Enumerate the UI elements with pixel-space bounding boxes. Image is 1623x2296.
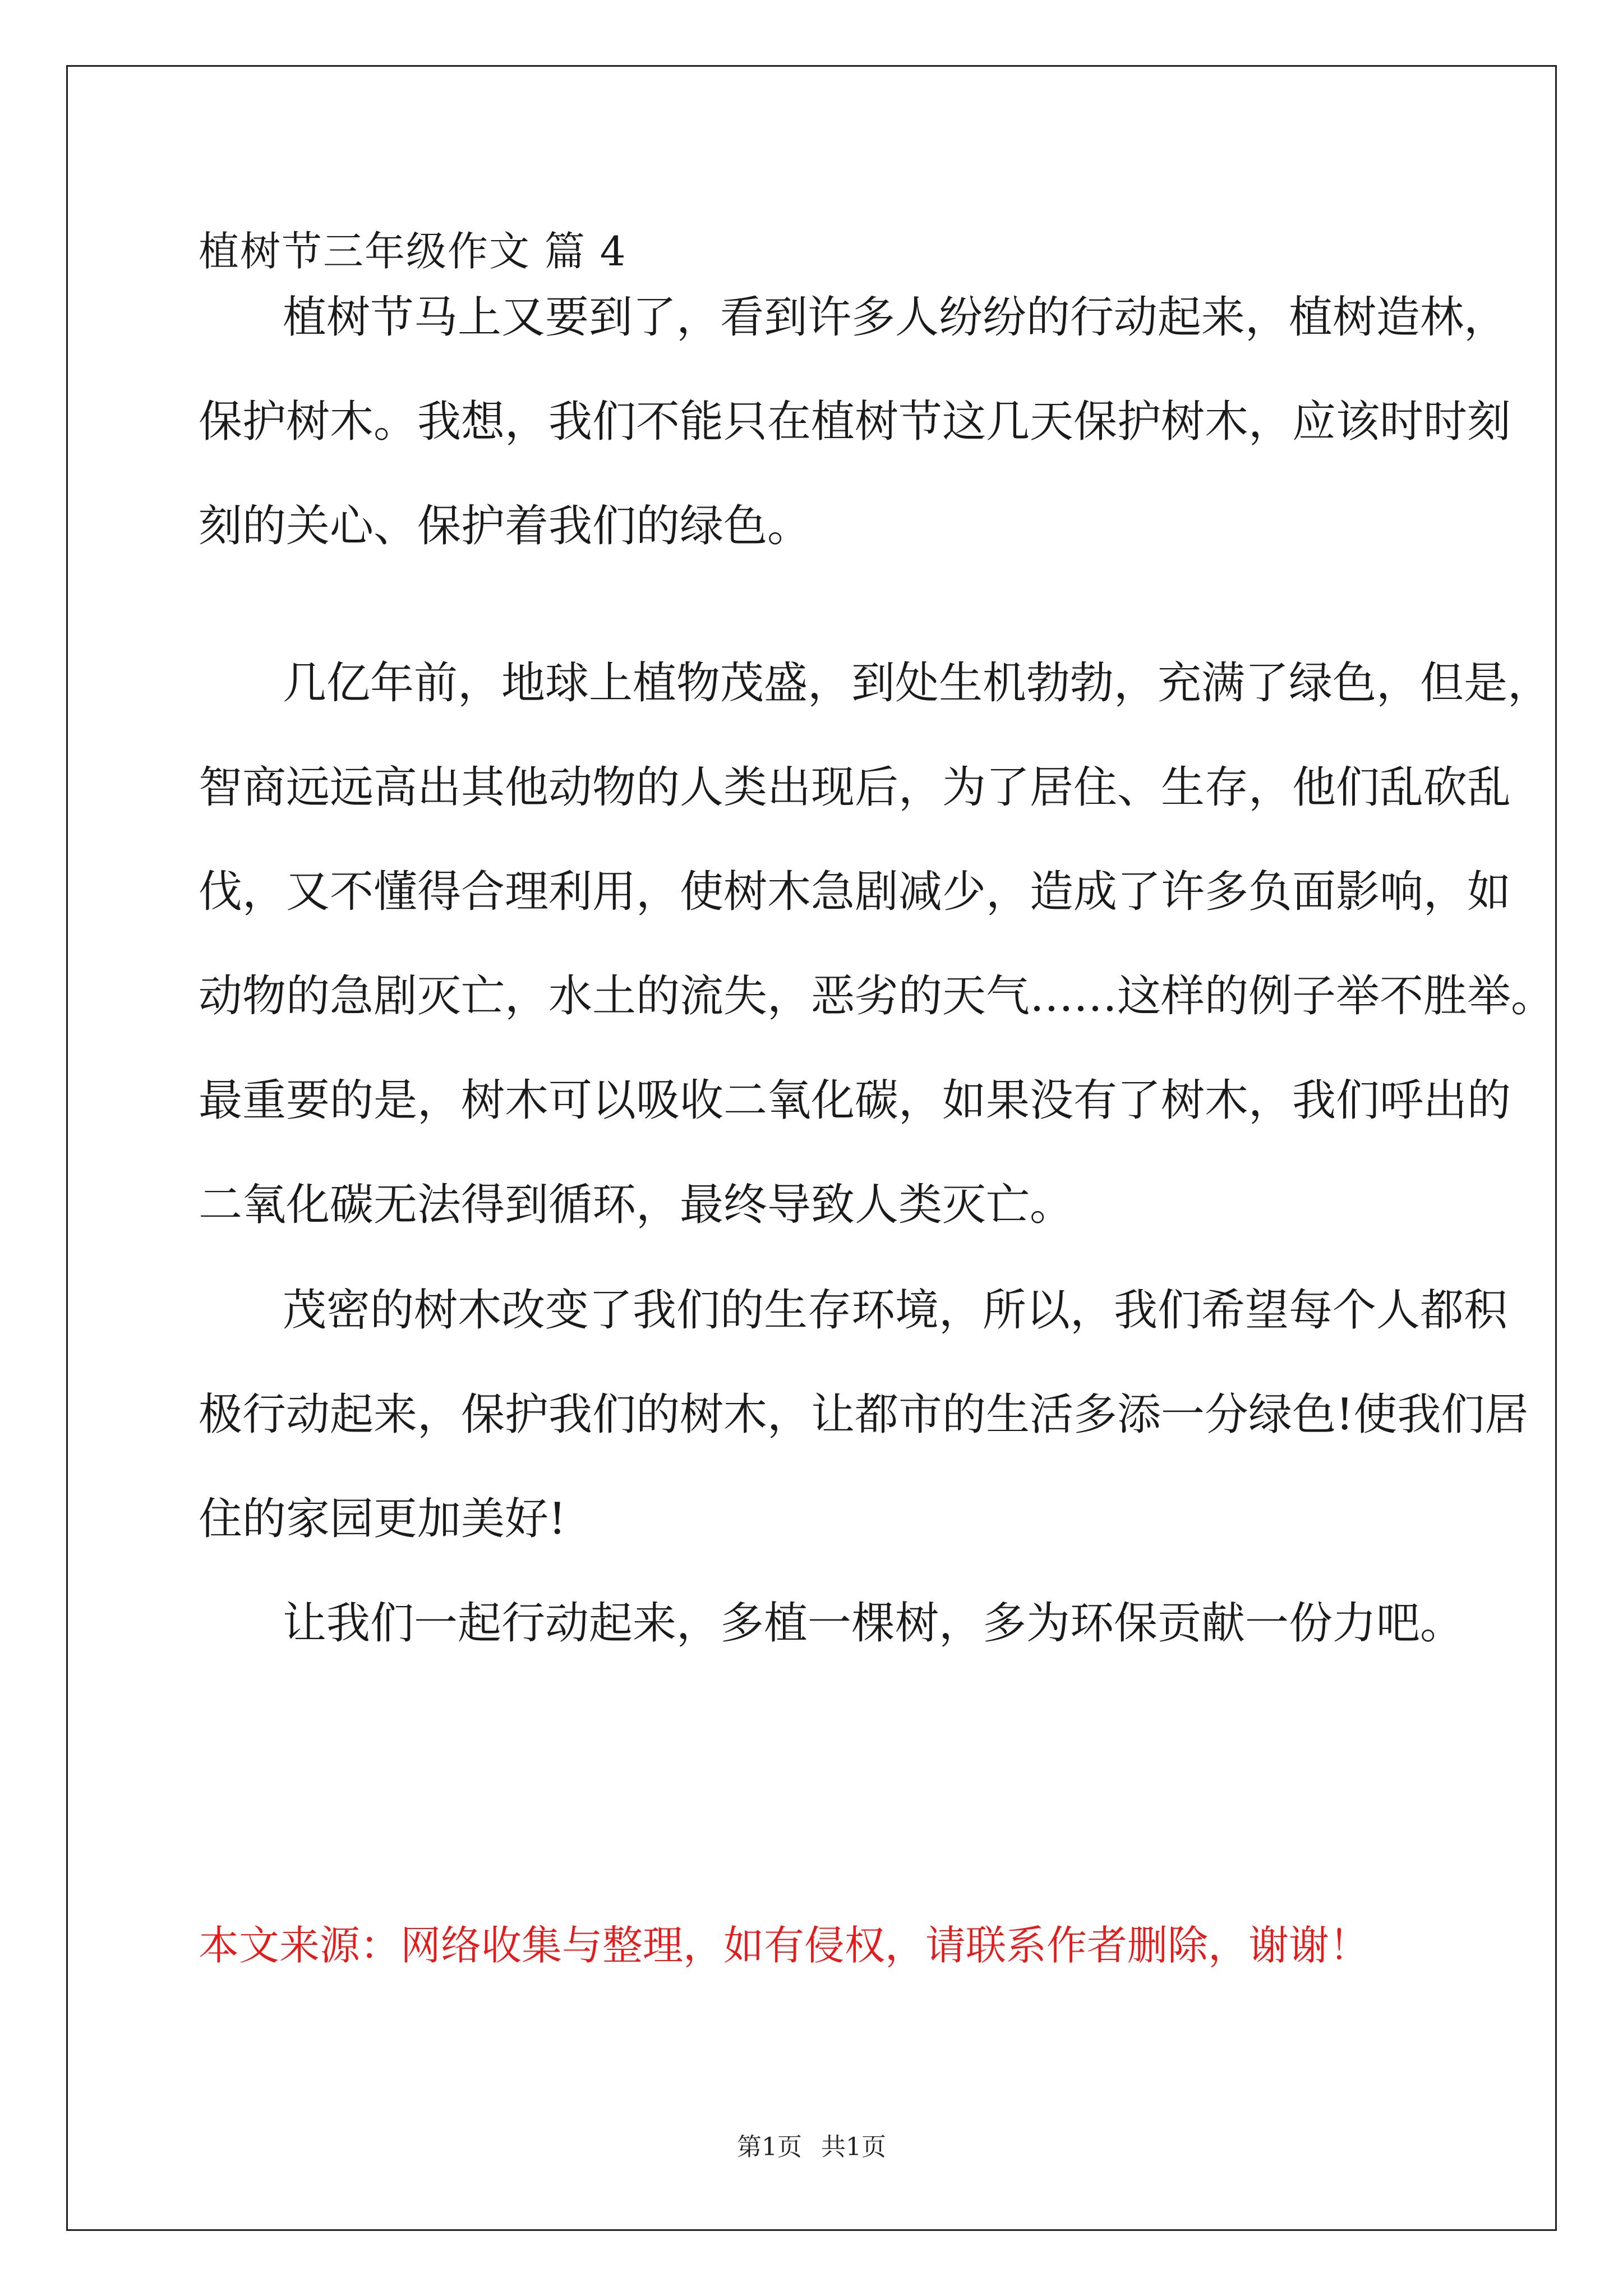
paragraph-line: 植树节马上又要到了，看到许多人纷纷的行动起来，植树造林，: [283, 292, 1508, 343]
paragraph-1: [199, 278, 1511, 591]
paragraph-line: 住的家园更加美好!: [199, 1494, 566, 1544]
source-note: 本文来源：网络收集与整理，如有侵权，请联系作者删除，谢谢！: [199, 1922, 1370, 1969]
document-title: 植树节三年级作文 篇 4: [199, 228, 627, 275]
page-number: 第1页: [737, 2133, 802, 2161]
page-footer: [0, 2131, 1623, 2164]
paragraph-line: 让我们一起行动起来，多植一棵树，多为环保贡献一份力吧。: [283, 1598, 1464, 1649]
page-total: 共1页: [821, 2133, 886, 2161]
paragraph-line: 保护树木。我想，我们不能只在植树节这几天保护树木，应该时时刻: [199, 397, 1511, 447]
paragraph-3: [199, 1271, 1529, 1584]
paragraph-line: 动物的急剧灭亡，水土的流失，恶劣的天气……这样的例子举不胜举。: [199, 971, 1555, 1022]
paragraph-4: [199, 1584, 1464, 1688]
paragraph-line: 刻的关心、保护着我们的绿色。: [199, 501, 811, 551]
paragraph-line: 二氧化碳无法得到循环，最终导致人类灭亡。: [199, 1180, 1074, 1230]
paragraph-2: [199, 644, 1555, 1270]
paragraph-line: 智商远远高出其他动物的人类出现后，为了居住、生存，他们乱砍乱: [199, 762, 1511, 813]
paragraph-line: 茂密的树木改变了我们的生存环境，所以，我们希望每个人都积: [283, 1285, 1508, 1336]
paragraph-line: 伐，又不懂得合理利用，使树木急剧减少，造成了许多负面影响，如: [199, 867, 1511, 917]
paragraph-line: 最重要的是，树木可以吸收二氧化碳，如果没有了树木，我们呼出的: [199, 1075, 1511, 1126]
paragraph-line: 几亿年前，地球上植物茂盛，到处生机勃勃，充满了绿色，但是，: [283, 658, 1552, 708]
paragraph-line: 极行动起来，保护我们的树木，让都市的生活多添一分绿色!使我们居: [199, 1389, 1529, 1440]
